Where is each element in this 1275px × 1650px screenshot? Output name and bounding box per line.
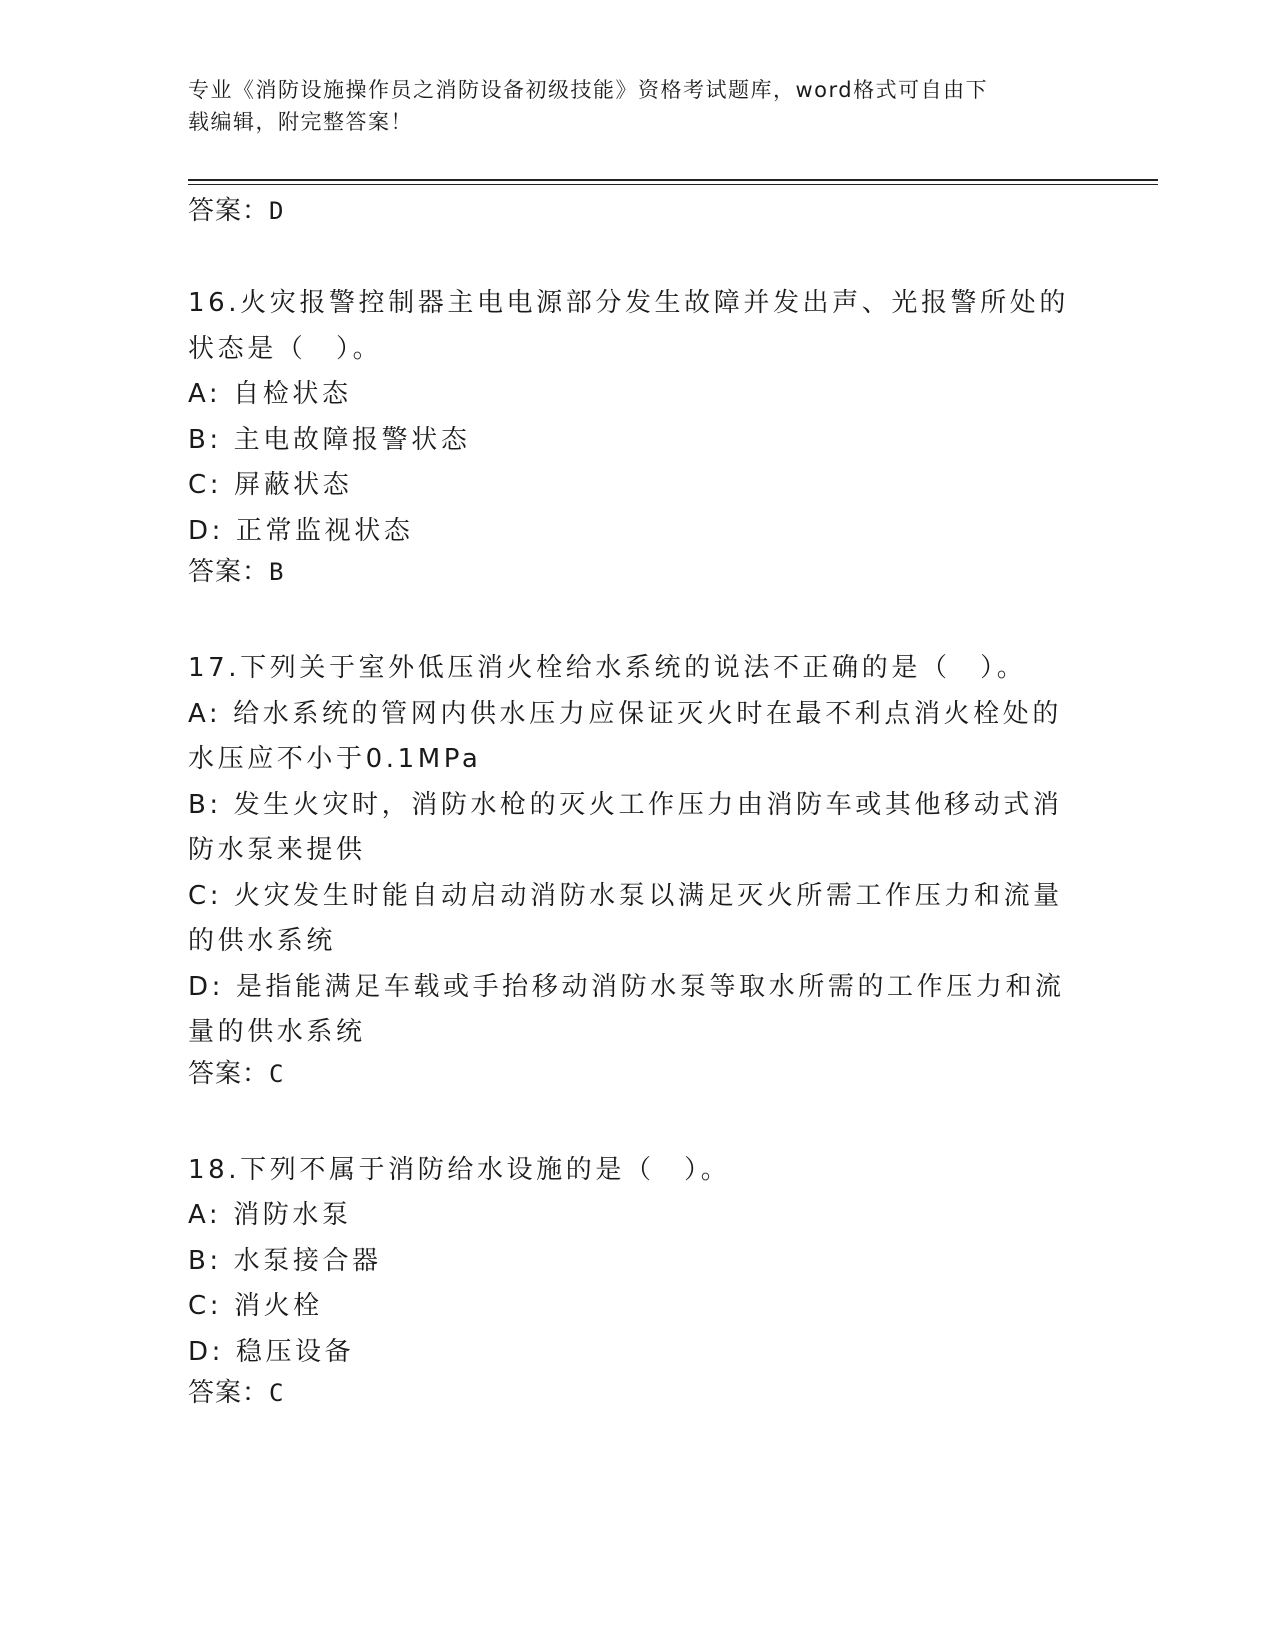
question-answer (188, 1375, 1078, 1411)
answer-value: C (269, 1059, 285, 1088)
option-c: C: 屏蔽状态 (188, 470, 353, 500)
question-16 (188, 281, 1078, 590)
option-a: A: 自检状态 (188, 379, 352, 409)
option-a: A: 消防水泵 (188, 1200, 352, 1230)
header-line-1: 专业《消防设施操作员之消防设备初级技能》资格考试题库，word格式可自由下 (188, 78, 989, 102)
option-b: B: 主电故障报警状态 (188, 424, 471, 455)
question-stem: 17.下列关于室外低压消火栓给水系统的说法不正确的是（ ）。 (188, 653, 1027, 683)
question-stem: 18.下列不属于消防给水设施的是（ ）。 (188, 1154, 731, 1185)
answer-value: C (269, 1379, 285, 1407)
question-18 (188, 1148, 1078, 1412)
previous-answer (188, 193, 1078, 229)
answer-label: 答案： (188, 1378, 270, 1408)
question-stem: 16.火灾报警控制器主电电源部分发生故障并发出声、光报警所处的状态是（ ）。 (188, 288, 1069, 364)
option-d: D: 是指能满足车载或手抬移动消防水泵等取水所需的工作压力和流量的供水系统 (188, 971, 1065, 1047)
option-c: C: 消火栓 (188, 1291, 323, 1321)
question-17 (188, 646, 1078, 1092)
option-d: D: 正常监视状态 (188, 515, 414, 546)
answer-label: 答案： (188, 557, 270, 587)
document-header (188, 74, 1088, 138)
answer-label: 答案： (188, 1058, 270, 1089)
header-divider-thick (188, 179, 1158, 181)
option-c: C: 火灾发生时能自动启动消防水泵以满足灭火所需工作压力和流量的供水系统 (188, 880, 1063, 956)
option-d: D: 稳压设备 (188, 1336, 355, 1367)
option-b: B: 水泵接合器 (188, 1245, 382, 1276)
option-b: B: 发生火灾时，消防水枪的灭火工作压力由消防车或其他移动式消防水泵来提供 (188, 789, 1063, 865)
answer-value: D (269, 197, 285, 225)
answer-label: 答案： (188, 196, 270, 226)
answer-value: B (269, 558, 285, 586)
question-list (188, 193, 1078, 1411)
question-answer (188, 1056, 1078, 1092)
option-a: A: 给水系统的管网内供水压力应保证灭火时在最不利点消火栓处的水压应不小于0.1MPa (188, 698, 1062, 774)
header-line-2: 载编辑，附完整答案！ (188, 110, 413, 134)
header-divider-thin (188, 184, 1158, 185)
question-answer (188, 554, 1078, 590)
